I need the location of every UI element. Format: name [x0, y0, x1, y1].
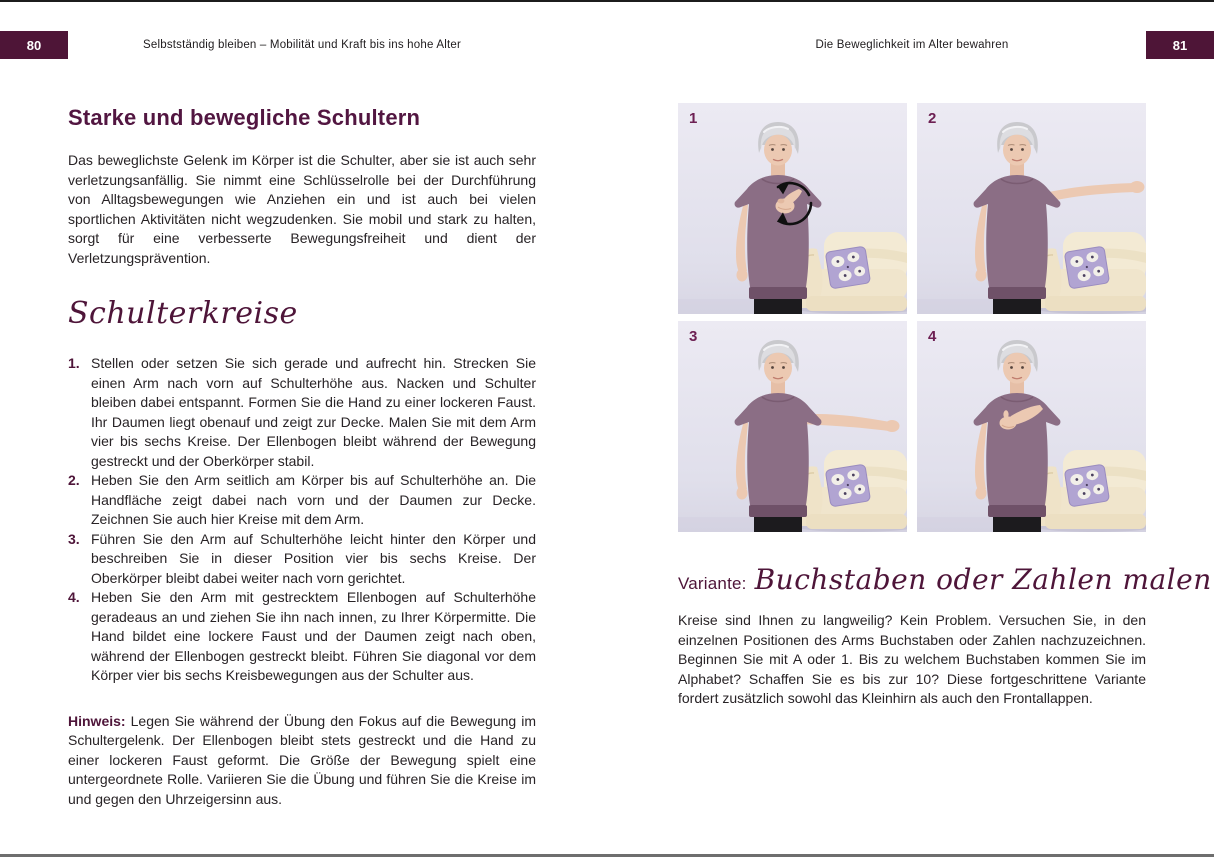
exercise-photo-1 [678, 103, 907, 314]
page-number-left: 80 [0, 31, 68, 59]
note-label: Hinweis: [68, 712, 126, 729]
variant-heading [678, 563, 1212, 596]
note-text: Legen Sie während der Übung den Fokus auf die Bewegung im Schultergelenk. Der Ellenbogen bleibt stets gestreckt und die Hand zu einer lockeren Faust geformt. Die Größe der Bewegung spielt eine untergeordnete Rolle. Variieren Sie die Übung und führen Sie die Kreise im und gegen den Uhrzeigersinn aus. [68, 712, 536, 807]
step-text: Führen Sie den Arm auf Schulterhöhe leicht hinter den Körper und beschreiben Sie in dieser Position vier bis sechs Kreise. Der Oberkörper bleibt dabei weiter nach vorn gerichtet. [91, 530, 536, 586]
exercise-photo-1-illustration [678, 103, 907, 314]
exercise-photo-3 [678, 321, 907, 532]
note-paragraph [68, 712, 536, 810]
exercise-step-3 [68, 530, 536, 589]
page-right-column [678, 95, 1212, 709]
photo-number-label: 3 [689, 328, 698, 345]
variant-script-title: Buchstaben oder Zahlen malen [754, 563, 1212, 596]
variant-paragraph: Kreise sind Ihnen zu langweilig? Kein Problem. Versuchen Sie, in den einzelnen Positionen des Arms Buchstaben oder Zahlen nachzuzeichnen. Beginnen Sie mit A oder 1. Bis zu welchem Buchstaben kommen Sie im Alphabet? Schaffen Sie es bis zur 10? Diese fortgeschrittene Variante fordert zusätzlich sowohl das Kleinhirn als auch den Frontallappen. [678, 612, 1146, 706]
photo-number-label: 2 [928, 110, 937, 127]
photo-number-label: 1 [689, 110, 698, 127]
exercise-photo-grid [678, 103, 1146, 532]
intro-paragraph: Das beweglichste Gelenk im Körper ist die Schulter, aber sie ist auch sehr verletzungsanfällig. Sie nimmt eine Schlüsselrolle bei der Durchführung von Alltagsbewegungen wie Anziehen ein und ist auch bei vielen sportlichen Aktivitäten nicht wegzudenken. Sie mobil und stark zu halten, sorgt für eine verbesserte Bewegungsfreiheit und dient der Verletzungsprävention. [68, 152, 536, 266]
step-text: Heben Sie den Arm mit gestrecktem Ellenbogen auf Schulterhöhe geradeaus an und ziehen Sie ihn nach innen, zu Ihrer Körpermitte. Die Hand bildet eine lockere Faust und der Daumen zeigt nach oben, während der Ellenbogen gestreckt bleibt. Führen Sie diagonal vor dem Körper vier bis sechs Kreisbewegungen aus der Schulter aus. [91, 589, 536, 683]
step-number: 3. [68, 530, 80, 547]
step-text: Heben Sie den Arm seitlich am Körper bis auf Schulterhöhe an. Die Handfläche zeigt dabei nach vorn und der Daumen zur Decke. Zeichnen Sie auch hier Kreise mit dem Arm. [91, 472, 536, 527]
step-number: 1. [68, 355, 80, 371]
page-title: Starke und bewegliche Schultern [68, 105, 421, 130]
exercise-photo-3-illustration [678, 321, 907, 532]
photo-number-label: 4 [928, 328, 937, 345]
exercise-photo-2-illustration [917, 103, 1146, 314]
exercise-heading: Schulterkreise [68, 296, 298, 331]
running-head-left: Selbstständig bleiben – Mobilität und Kraft bis ins hohe Alter [143, 39, 461, 51]
variant-label: Variante: [678, 574, 747, 593]
running-head-right: Die Beweglichkeit im Alter bewahren [815, 39, 1009, 51]
step-number: 4. [68, 589, 80, 605]
page-left-column [68, 95, 536, 809]
step-text: Stellen oder setzen Sie sich gerade und aufrecht hin. Strecken Sie einen Arm nach vorn auf Schulterhöhe aus. Nacken und Schulter bleiben dabei entspannt. Formen Sie die Hand zu einer lockeren Faust. Ihr Daumen liegt obenauf und zeigt zur Decke. Malen Sie mit dem Arm vier bis sechs Kreise. Der Ellenbogen bleibt während der Bewegung gestreckt und der Oberkörper stabil. [91, 355, 536, 469]
page-number-right: 81 [1146, 31, 1214, 59]
exercise-photo-2 [917, 103, 1146, 314]
exercise-step-4 [68, 588, 536, 686]
step-number: 2. [68, 472, 80, 488]
exercise-steps [68, 354, 536, 686]
exercise-step-2 [68, 471, 536, 530]
exercise-step-1 [68, 354, 536, 471]
window-border-top [0, 0, 1214, 2]
exercise-photo-4 [917, 321, 1146, 532]
exercise-photo-4-illustration [917, 321, 1146, 532]
